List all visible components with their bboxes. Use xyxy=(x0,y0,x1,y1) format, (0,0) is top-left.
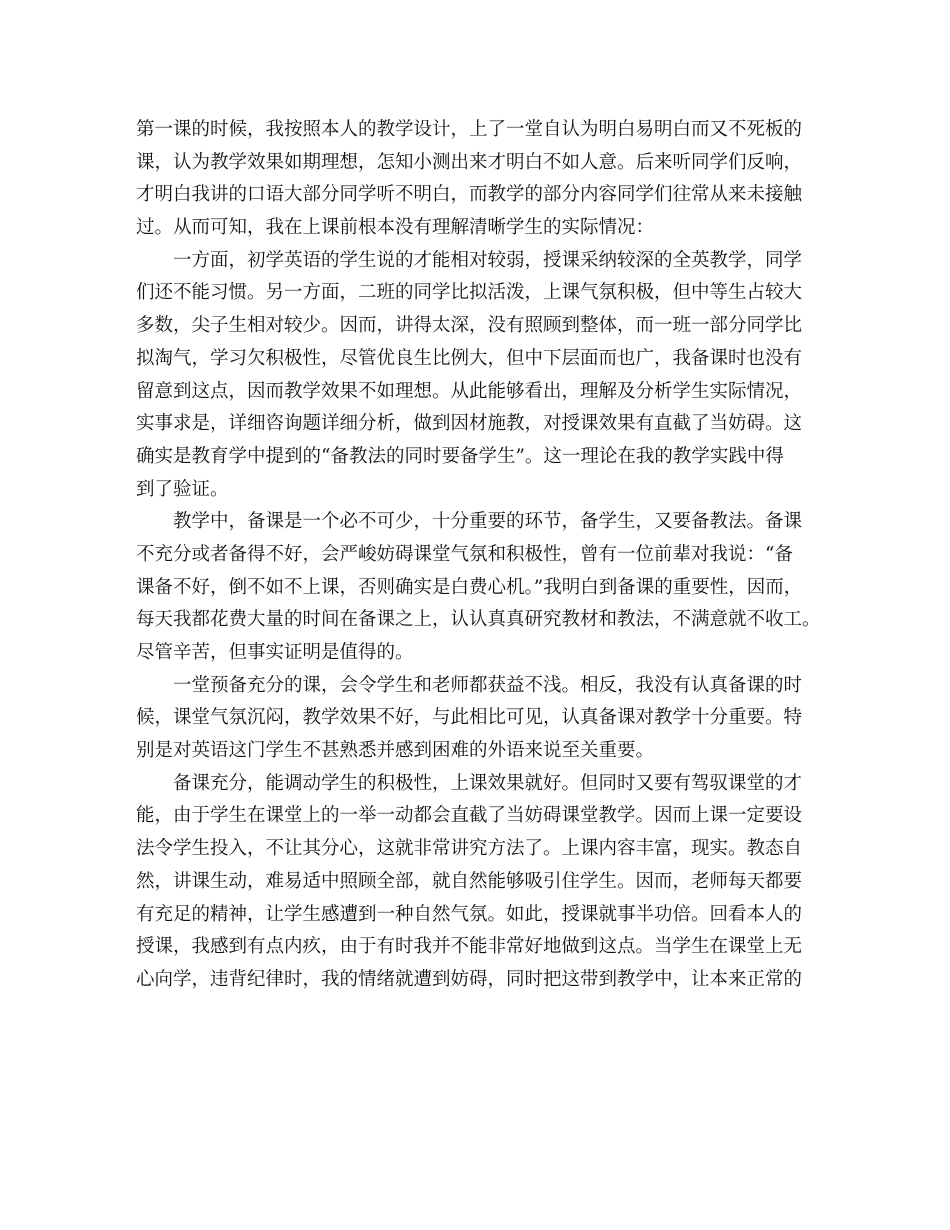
text-line: 别是对英语这门学生不甚熟悉并感到困难的外语来说至关重要。 xyxy=(136,740,655,762)
text-line: 留意到这点，因而教学效果不如理想。从此能够看出，理解及分析学生实际情况， xyxy=(136,380,803,402)
text-line: 一方面，初学英语的学生说的才能相对较弱，授课采纳较深的全英教学，同学 xyxy=(173,249,803,271)
text-line: 备课充分，能调动学生的积极性，上课效果就好。但同时又要有驾驭课堂的才 xyxy=(173,772,803,794)
document-body xyxy=(136,114,821,997)
text-line: 确实是教育学中提到的“备教法的同时要备学生”。这一理论在我的教学实践中得 xyxy=(136,445,784,467)
text-line: 候，课堂气氛沉闷，教学效果不好，与此相比可见，认真备课对教学十分重要。特 xyxy=(136,707,803,729)
text-line: 有充足的精神，让学生感遭到一种自然气氛。如此，授课就事半功倍。回看本人的 xyxy=(136,903,803,925)
text-line: 教学中，备课是一个必不可少，十分重要的环节，备学生，又要备教法。备课 xyxy=(173,511,803,533)
text-line: 才明白我讲的口语大部分同学听不明白，而教学的部分内容同学们往常从来未接触 xyxy=(136,184,803,206)
text-line: 能，由于学生在课堂上的一举一动都会直截了当妨碍课堂教学。因而上课一定要设 xyxy=(136,805,803,827)
text-line: 法令学生投入，不让其分心，这就非常讲究方法了。上课内容丰富，现实。教态自 xyxy=(136,838,803,860)
text-line: 课备不好，倒不如不上课，否则确实是白费心机。”我明白到备课的重要性，因而， xyxy=(136,576,803,598)
text-line: 授课，我感到有点内疚，由于有时我并不能非常好地做到这点。当学生在课堂上无 xyxy=(136,936,803,958)
text-line: 然，讲课生动，难易适中照顾全部，就自然能够吸引住学生。因而，老师每天都要 xyxy=(136,870,803,892)
text-line: 多数，尖子生相对较少。因而，讲得太深，没有照顾到整体，而一班一部分同学比 xyxy=(136,315,803,337)
text-line: 到了验证。 xyxy=(136,478,229,500)
text-line: 一堂预备充分的课，会令学生和老师都获益不浅。相反，我没有认真备课的时 xyxy=(173,674,803,696)
text-line: 不充分或者备得不好，会严峻妨碍课堂气氛和积极性，曾有一位前辈对我说：“备 xyxy=(136,543,793,565)
text-line: 们还不能习惯。另一方面，二班的同学比拟活泼，上课气氛积极，但中等生占较大 xyxy=(136,282,803,304)
text-line: 实事求是，详细咨询题详细分析，做到因材施教，对授课效果有直截了当妨碍。这 xyxy=(136,413,803,435)
text-line: 心向学，违背纪律时，我的情绪就遭到妨碍，同时把这带到教学中，让本来正常的 xyxy=(136,968,803,990)
text-line: 尽管辛苦，但事实证明是值得的。 xyxy=(136,642,414,663)
text-line: 拟淘气，学习欠积极性，尽管优良生比例大，但中下层面而也广，我备课时也没有 xyxy=(136,347,803,369)
text-line: 课，认为教学效果如期理想，怎知小测出来才明白不如人意。后来听同学们反响， xyxy=(136,151,803,173)
text-line: 第一课的时候，我按照本人的教学设计，上了一堂自认为明白易明白而又不死板的 xyxy=(136,119,803,140)
text-line: 每天我都花费大量的时间在备课之上，认认真真研究教材和教法，不满意就不收工。 xyxy=(136,609,821,631)
text-line: 过。从而可知，我在上课前根本没有理解清晰学生的实际情况： xyxy=(136,217,655,239)
